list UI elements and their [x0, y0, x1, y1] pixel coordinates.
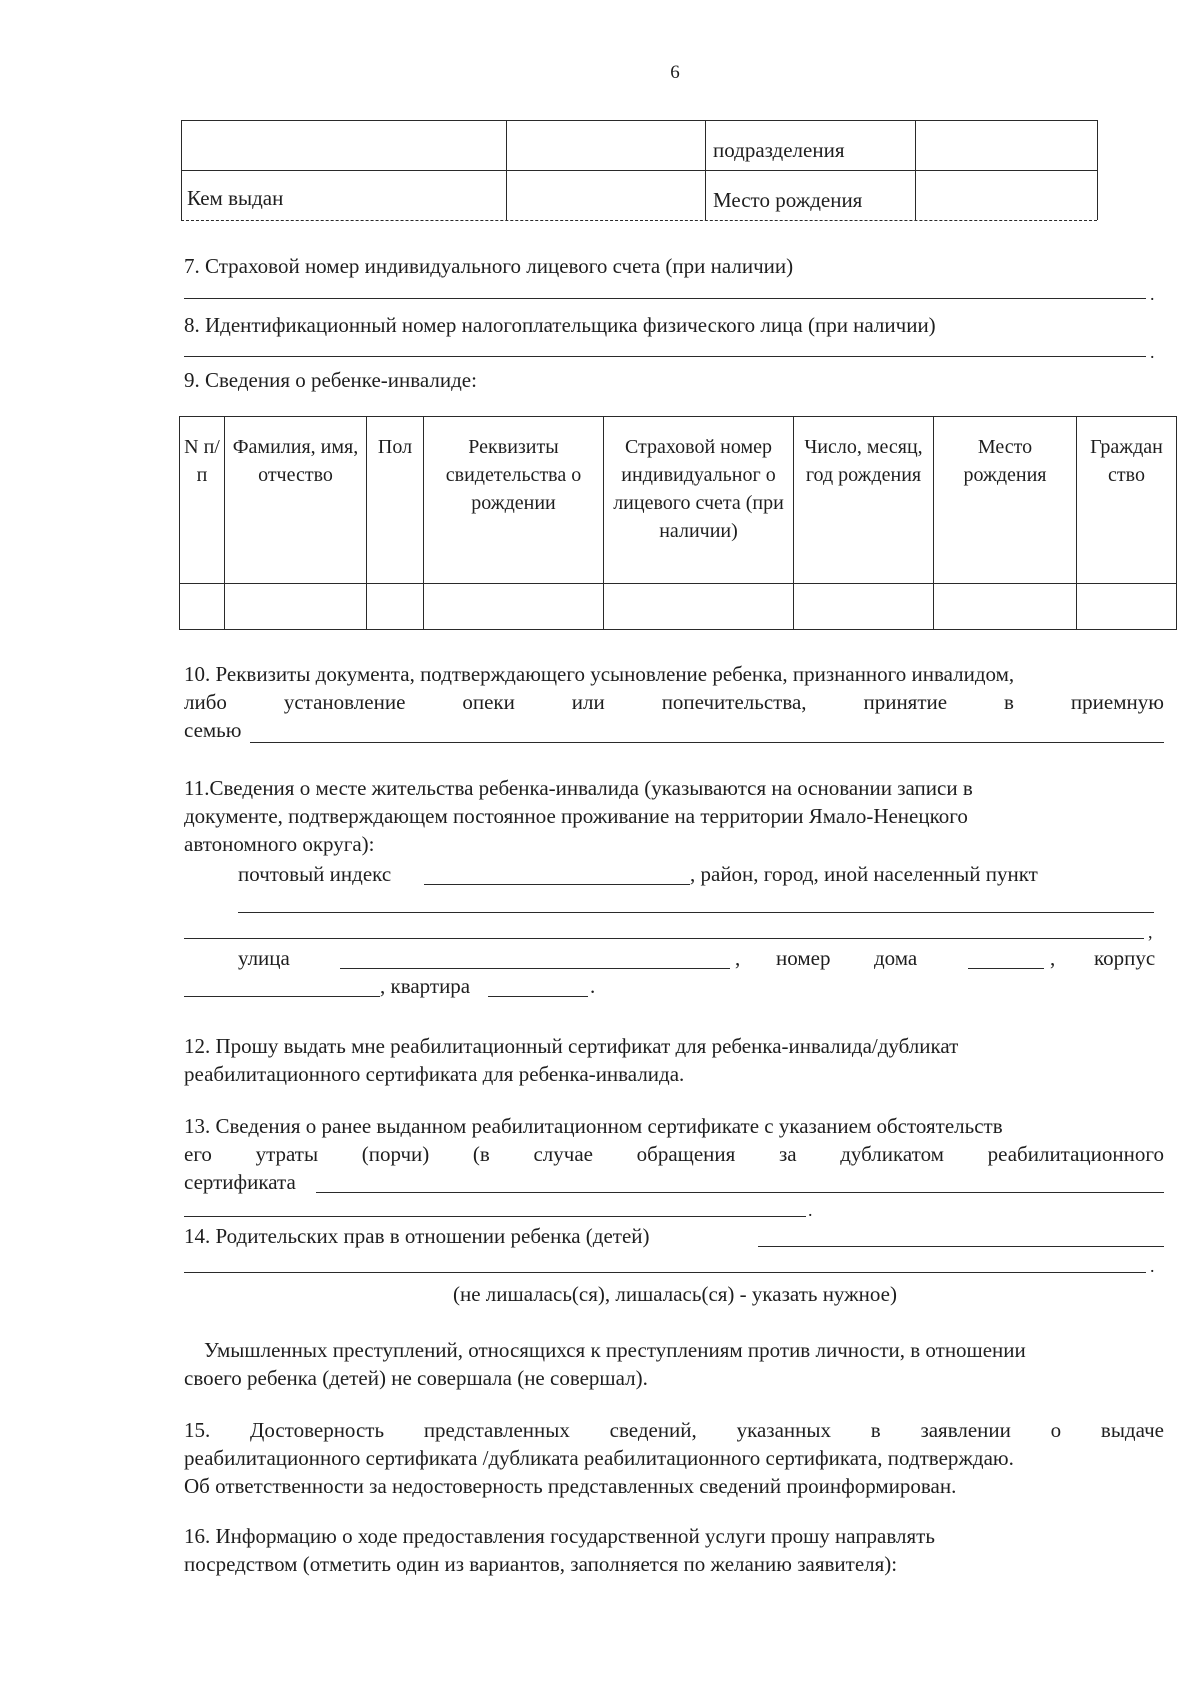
child-table: [179, 416, 1177, 630]
item16-line1: 16. Информацию о ходе предоставления государственной услуги прошу направлять: [184, 1524, 935, 1548]
item13-line1: 13. Сведения о ранее выданном реабилитационном сертификате с указанием обстоятельств: [184, 1114, 1003, 1138]
item10-line2: либо установление опеки или попечительства, принятие в приемную: [184, 690, 1164, 714]
apartment-label: , квартира: [380, 974, 471, 998]
item8-field[interactable]: [184, 356, 1146, 357]
item15-line2: реабилитационного сертификата /дубликата реабилитационного сертификата, подтверждаю.: [184, 1446, 1014, 1470]
item13-line2: его утраты (порчи) (в случае обращения за дубликатом реабилитационного: [184, 1142, 1164, 1166]
document-page: 6 подразделения Кем выдан Место рождения 7. Страховой номер индивидуального лицевого счета (при наличии) . 8. Идентификационный номер налогоплательщика физического лица (при наличии) . 9. Сведения о ребенке-инвалиде: N п/п Фамилия, имя, отчество Пол Реквизиты свидетельства о рождении Страховой номер индивидуальног о лицевого счета (при наличии) Число, месяц, год рождения Место рождения Граждан ство 10. Реквизиты документа, подтверждающего усыновление ребенка, признанного инвалидом, либо установление опеки или попечительства, принятие в приемную семью 11.Сведения о месте жительства ребенка-инвалида (указываются на основании записи в документе, подтверждающем постоянное проживание на территории Ямало-Ненецкого автономного округа): почтовый индекс , район, город, иной населенный пункт , улица , номер дома , корпус , квартира . 12. Прошу выдать мне реабилитационный сертификат для ребенка-инвалида/дубликат реабилитационного сертификата для ребенка-инвалида. 13. Сведения о ранее выданном реабилитационном сертификате с указанием обстоятельств его утраты (порчи) (в случае обращения за дубликатом реабилитационного сертификата . 14. Родительских прав в отношении ребенка (детей) . (не лишалась(ся), лишалась(ся) - указать нужное) Умышленных преступлений, относящихся к преступлениям против личности, в отношении своего ребенка (детей) не совершала (не совершал). 15. Достоверность представленных сведений, указанных в заявлении о выдаче реабилитационного сертификата /дубликата реабилитационного сертификата, подтверждаю. Об ответственности за недостоверность представленных сведений проинформирован. 16. Информацию о ходе предоставления государственной услуги прошу направлять посредством (отметить один из вариантов, заполняется по желанию заявителя):: [0, 0, 1200, 1696]
street-field[interactable]: [340, 968, 730, 969]
item11-line2: документе, подтверждающем постоянное проживание на территории Ямало-Ненецкого: [184, 804, 968, 828]
locality-field-2[interactable]: [184, 938, 1144, 939]
item11-line1: 11.Сведения о месте жительства ребенка-инвалида (указываются на основании записи в: [184, 776, 973, 800]
col-sex: Пол: [367, 417, 424, 584]
item14-field[interactable]: [758, 1246, 1164, 1247]
item14-field-2[interactable]: [184, 1272, 1146, 1273]
page-number: 6: [670, 62, 680, 83]
crimes-line2: своего ребенка (детей) не совершала (не совершал).: [184, 1366, 648, 1390]
item13-line3: сертификата: [184, 1170, 296, 1194]
postal-index-field[interactable]: [424, 884, 690, 885]
col-citizenship: Граждан ство: [1077, 417, 1177, 584]
locality-field[interactable]: [238, 912, 1154, 913]
item8-label: 8. Идентификационный номер налогоплательщика физического лица (при наличии): [184, 313, 936, 337]
cell-birth-place[interactable]: [934, 584, 1077, 630]
cell-citizenship[interactable]: [1077, 584, 1177, 630]
item14-line1: 14. Родительских прав в отношении ребенка (детей): [184, 1224, 650, 1248]
cell-sex[interactable]: [367, 584, 424, 630]
item12-line2: реабилитационного сертификата для ребенка-инвалида.: [184, 1062, 685, 1086]
table-row: [180, 584, 1177, 630]
crimes-line1: Умышленных преступлений, относящихся к преступлениям против личности, в отношении: [204, 1338, 1026, 1362]
subdivision-label: подразделения: [713, 138, 845, 162]
cell-birth-certificate[interactable]: [424, 584, 604, 630]
item10-field[interactable]: [250, 742, 1164, 743]
item14-note: (не лишалась(ся), лишалась(ся) - указать нужное): [453, 1282, 897, 1306]
col-insurance-number: Страховой номер индивидуальног о лицевого счета (при наличии): [604, 417, 794, 584]
cell-number[interactable]: [180, 584, 225, 630]
item11-line3: автономного округа):: [184, 832, 375, 856]
col-full-name: Фамилия, имя, отчество: [225, 417, 367, 584]
district-label: , район, город, иной населенный пункт: [690, 862, 1038, 886]
house-number-label: номер: [776, 946, 831, 970]
building-label: корпус: [1094, 946, 1156, 970]
item15-line1: 15. Достоверность представленных сведений, указанных в заявлении о выдаче: [184, 1418, 1164, 1442]
item16-line2: посредством (отметить один из вариантов, заполняется по желанию заявителя):: [184, 1552, 898, 1576]
item12-line1: 12. Прошу выдать мне реабилитационный сертификат для ребенка-инвалида/дубликат: [184, 1034, 959, 1058]
postal-index-label: почтовый индекс: [238, 862, 392, 886]
col-birth-certificate: Реквизиты свидетельства о рождении: [424, 417, 604, 584]
cell-birth-date[interactable]: [794, 584, 934, 630]
passport-table: [181, 120, 1097, 220]
col-birth-date: Число, месяц, год рождения: [794, 417, 934, 584]
house-field[interactable]: [968, 968, 1044, 969]
item7-label: 7. Страховой номер индивидуального лицевого счета (при наличии): [184, 254, 794, 278]
item15-line3: Об ответственности за недостоверность представленных сведений проинформирован.: [184, 1474, 957, 1498]
item10-line3: семью: [184, 718, 242, 742]
item10-line1: 10. Реквизиты документа, подтверждающего усыновление ребенка, признанного инвалидом,: [184, 662, 1015, 686]
building-field[interactable]: [184, 996, 380, 997]
item13-field-2[interactable]: [184, 1216, 806, 1217]
item7-field[interactable]: [184, 298, 1146, 299]
issued-by-label: Кем выдан: [187, 186, 284, 210]
cell-full-name[interactable]: [225, 584, 367, 630]
apartment-field[interactable]: [488, 996, 588, 997]
col-number: N п/п: [180, 417, 225, 584]
street-label: улица: [238, 946, 290, 970]
birth-place-label: Место рождения: [713, 188, 863, 212]
col-birth-place: Место рождения: [934, 417, 1077, 584]
item9-label: 9. Сведения о ребенке-инвалиде:: [184, 368, 477, 392]
house-label: дома: [874, 946, 918, 970]
cell-insurance-number[interactable]: [604, 584, 794, 630]
child-table-header-row: [180, 417, 1177, 584]
item13-field[interactable]: [316, 1192, 1164, 1193]
